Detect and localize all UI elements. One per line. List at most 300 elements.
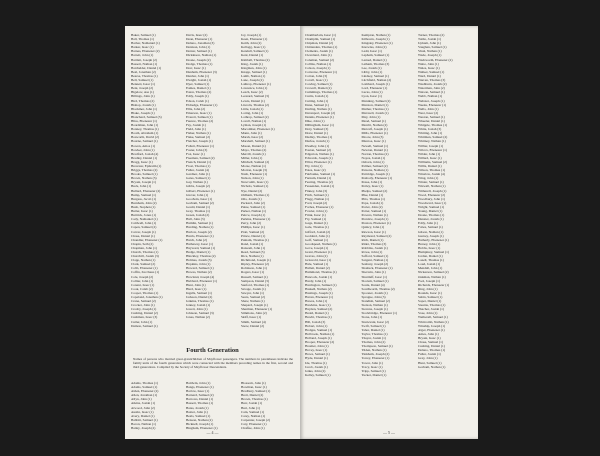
list-item: Southworth, Thomas (2) xyxy=(361,286,395,291)
list-item: Ball, Thomas (1) xyxy=(131,37,155,42)
list-item: Bigelow, Asa (1) xyxy=(131,90,154,95)
list-item: Tinkham, Joseph (2) xyxy=(361,352,390,357)
list-item: Bingham, Ebenezer (1) xyxy=(186,426,218,431)
list-item: Gifford, Josiah (2) xyxy=(305,229,331,234)
list-item: Crane, Samuel (2) xyxy=(131,299,156,304)
list-item: Ely, John (1) xyxy=(305,164,323,168)
list-item: Wilbur, Joseph (1) xyxy=(418,143,444,148)
list-item: Kendall, Samuel (1) xyxy=(241,49,269,54)
list-item: Eddy, John (1) xyxy=(418,221,438,226)
list-item: Newell, Samuel (1) xyxy=(361,143,388,148)
list-item: Alger, Ebenezer (1) xyxy=(418,327,445,332)
list-item: Partridge, Joseph (1) xyxy=(361,172,390,177)
list-item: Hopkins, John (1) xyxy=(186,262,211,267)
list-item: Harrington, Samuel (1) xyxy=(305,282,337,287)
list-item: Leach, Isaac (2) xyxy=(241,90,263,95)
list-item: Eames, Daniel (1) xyxy=(186,86,211,91)
list-item: Oldham, Thomas (1) xyxy=(241,192,270,197)
list-item: Bump, Samuel (1) xyxy=(131,192,156,197)
list-item: Waterman, John (2) xyxy=(418,86,445,91)
list-item: Fowler, John (1) xyxy=(305,209,328,214)
list-item: Bliss, Ebenezer (1) xyxy=(131,118,157,123)
list-item: Bowman, Isaac (1) xyxy=(241,385,267,390)
list-item: Crowell, Daniel (2) xyxy=(305,86,332,91)
list-item: King, Josiah (1) xyxy=(241,61,263,66)
list-item: Lane, Joseph (2) xyxy=(241,78,264,83)
list-item: Hedge, Daniel (1) xyxy=(186,249,211,254)
list-item: Sabin, Samuel (1) xyxy=(418,295,443,299)
list-item: Gage, Daniel (1) xyxy=(305,221,328,226)
list-item: Dodge, Thomas (1) xyxy=(186,61,213,66)
list-item: Chittenden, Thomas (1) xyxy=(305,45,338,50)
list-item: Jenks, John (2) xyxy=(305,368,326,373)
list-item: Boardman, John (1) xyxy=(131,123,159,128)
list-item: Richards, Ebenezer (1) xyxy=(418,282,450,287)
list-item: Dennis, Ebenezer (1) xyxy=(305,114,334,119)
list-item: Safford, Samuel (1) xyxy=(361,254,389,259)
list-item: Mills, Ebenezer (1) xyxy=(361,131,388,136)
right-page-columns xyxy=(305,33,475,377)
list-item: Cooper, Thomas (1) xyxy=(131,290,159,295)
list-item: Fobes, Samuel (1) xyxy=(418,225,443,230)
list-item: Merrill, Josiah (1) xyxy=(241,151,266,156)
list-item: Snow, Daniel (2) xyxy=(241,323,265,328)
list-item: Emerson, Isaac (1) xyxy=(186,110,212,115)
list-item: Bosworth, David (2) xyxy=(131,135,159,140)
list-item: Johnson, Samuel (3) xyxy=(186,311,214,316)
list-item: Perley, Isaac (1) xyxy=(361,184,384,189)
list-item: Young, Daniel (1) xyxy=(418,209,443,214)
list-item: Weston, Samuel (1) xyxy=(418,114,445,119)
list-item: Gurney, Joseph (1) xyxy=(418,233,444,238)
list-item: Chase, Daniel (1) xyxy=(131,233,155,238)
list-item: Bailey, Joseph (2) xyxy=(131,426,156,431)
list-item: Hammond, Thomas (1) xyxy=(305,270,337,275)
list-item: Packard, John (2) xyxy=(241,200,265,205)
list-item: Little, Josiah (1) xyxy=(241,106,264,111)
list-item: Reed, Samuel (3) xyxy=(241,249,265,254)
list-item: Gibbs, Joseph (2) xyxy=(186,184,210,189)
list-item: Nelson, John (1) xyxy=(241,176,264,181)
list-item: Sturtevant, Isaac (2) xyxy=(361,319,389,324)
list-item: Macomber, Ebenezer (1) xyxy=(241,127,275,132)
list-item: Mason, Daniel (1) xyxy=(241,143,266,148)
list-item: Nye, Daniel (2) xyxy=(241,188,263,193)
list-item: Delano, Jonathan (3) xyxy=(186,41,215,46)
list-item: Bowen, Amos (1) xyxy=(131,143,156,148)
list-item: Bennett, Isaac (1) xyxy=(131,82,156,87)
list-item: Bradford, Josiah (4) xyxy=(131,151,159,156)
list-item: Dwight, Josiah (1) xyxy=(186,78,212,83)
list-item: Richmond, Joseph (1) xyxy=(241,258,271,263)
list-item: Kent, Daniel (1) xyxy=(241,53,264,58)
list-item: Mather, Thomas (1) xyxy=(361,106,389,111)
list-item: Wright, Samuel (1) xyxy=(418,204,445,209)
list-item: Stetson, Nathan (1) xyxy=(361,303,388,308)
list-item: Marston, Daniel (1) xyxy=(361,102,389,107)
list-item: Morse, Nathan (1) xyxy=(241,164,266,168)
list-item: Drew, Daniel (1) xyxy=(305,131,328,136)
list-item: Russell, Samuel (1) xyxy=(241,274,268,279)
list-item: Cushing, Daniel (1) xyxy=(418,344,445,349)
list-item: Pike, Daniel (1) xyxy=(361,192,384,197)
list-item: Lawrence, John (1) xyxy=(241,86,268,91)
list-item: Kilbourn, Joseph (1) xyxy=(361,37,390,42)
list-item: Coleman, Samuel (2) xyxy=(305,57,334,62)
list-item: Vose, John (1) xyxy=(418,311,438,316)
list-item: Lovell, Nathan (1) xyxy=(241,118,267,123)
list-item: Upham, John (1) xyxy=(418,41,441,46)
list-item: Hayward, Samuel (1) xyxy=(186,245,216,250)
list-item: Rider, Thomas (3) xyxy=(361,241,387,246)
list-item: Dean, Ebenezer (1) xyxy=(186,37,213,42)
list-item: Kingsley, Ebenezer (1) xyxy=(361,41,393,46)
page-number: — 5 — xyxy=(383,430,395,435)
section-title: Fourth Generation xyxy=(186,347,239,354)
list-item: Dillingham, Isaac (1) xyxy=(305,123,334,128)
list-item: Willis, Daniel (1) xyxy=(418,164,442,168)
list-item: Witherell, Joseph (1) xyxy=(418,188,447,193)
list-item: Lyman, Joseph (1) xyxy=(241,123,267,128)
list-item: Vaughan, Samuel (1) xyxy=(418,45,447,50)
list-item: Wales, Isaac (1) xyxy=(418,65,440,70)
list-item: Barlow, Isaac (1) xyxy=(186,389,210,394)
list-item: Wade, Joseph (1) xyxy=(418,53,442,58)
list-item: Dunbar, John (1) xyxy=(186,73,209,78)
list-item: Atkins, Josiah (1) xyxy=(131,401,156,406)
list-item: Hinckley, Thomas (2) xyxy=(186,254,216,259)
list-item: Porter, John (2) xyxy=(361,204,383,209)
list-item: Thayer, Josiah (1) xyxy=(361,335,386,340)
list-item: Howe, Samuel (1) xyxy=(305,352,330,357)
list-item: Oakman, Nathan (1) xyxy=(418,274,446,279)
list-item: Lamb, Nathan (1) xyxy=(241,73,266,78)
list-item: Hunt, John (1) xyxy=(186,282,206,287)
list-item: Wells, John (1) xyxy=(418,106,439,111)
list-item: Howes, Nathan (2) xyxy=(186,270,212,275)
list-item: Sherwin, John (1) xyxy=(361,270,386,275)
list-item: Hall, John (3) xyxy=(186,217,205,222)
list-item: Maxwell, Josiah (1) xyxy=(361,110,389,115)
list-item: Gardner, John (1) xyxy=(186,172,210,177)
list-item: Pope, Josiah (1) xyxy=(361,200,384,205)
list-item: Cady, Nathaniel (1) xyxy=(131,217,158,222)
list-item: Kingman, John (1) xyxy=(241,65,267,70)
list-item: Fearing, Thomas (2) xyxy=(305,180,333,185)
list-item: Billings, John (1) xyxy=(131,94,155,99)
list-item: Field, John (1) xyxy=(186,127,206,132)
list-item: Hunt, Samuel (1) xyxy=(418,360,442,365)
list-item: Savage, Josiah (1) xyxy=(241,286,266,291)
list-item: Doane, Thomas (1) xyxy=(418,213,445,218)
list-item: Hallett, Daniel (2) xyxy=(305,266,330,271)
list-item: Shaw, Nathan (1) xyxy=(241,299,265,304)
list-item: Weeks, Ebenezer (1) xyxy=(418,102,447,107)
list-item: Bowker, John (1) xyxy=(131,147,155,152)
list-item: Easton, Samuel (2) xyxy=(305,147,331,152)
list-item: Mendall, John (1) xyxy=(418,266,443,271)
list-item: Coffin, Zaccheus (1) xyxy=(131,270,160,275)
list-item: Jackson, Daniel (2) xyxy=(186,295,213,299)
list-item: Simmons, John (2) xyxy=(241,311,267,316)
list-item: Hamlin, Samuel (1) xyxy=(186,221,213,226)
list-item: Phelps, Samuel (2) xyxy=(361,188,388,193)
list-item: Bragg, Isaac (1) xyxy=(131,159,153,164)
list-item: Mead, Samuel (1) xyxy=(361,118,386,123)
list-item: Batchelder, Daniel (1) xyxy=(131,65,162,70)
left-bottom-column xyxy=(186,381,241,430)
list-item: Phillips, Isaac (1) xyxy=(241,225,265,230)
list-item: Webb, Nathan (1) xyxy=(418,94,443,99)
list-item: Shurtleff, Isaac (1) xyxy=(361,274,387,279)
list-item: Wetherell, Samuel (1) xyxy=(418,315,448,320)
list-item: Fessenden, Josiah (1) xyxy=(305,184,335,189)
list-item: Bassett, Nathan (1) xyxy=(131,61,158,66)
list-item: Perkins, Ebenezer (1) xyxy=(241,217,271,222)
list-item: Kimball, Thomas (2) xyxy=(241,57,270,62)
list-item: Burnham, John (2) xyxy=(131,200,157,205)
list-item: Fuller, Josiah (4) xyxy=(186,168,209,173)
list-item: Morton, Joseph (3) xyxy=(241,168,267,173)
list-item: Covell, Isaac (1) xyxy=(305,78,328,83)
list-item: Baxter, John (1) xyxy=(186,409,208,414)
list-item: Finney, John (3) xyxy=(305,188,328,193)
list-item: Newton, Daniel (1) xyxy=(361,147,388,152)
list-item: Rice, Nathan (1) xyxy=(241,254,264,259)
list-item: Wilcox, Ebenezer (1) xyxy=(418,147,447,152)
list-item: Rich, Daniel (1) xyxy=(361,237,384,242)
list-item: Lucas, John (1) xyxy=(361,90,383,95)
list-item: Colson, Joseph (1) xyxy=(305,65,331,70)
list-item: Sanford, Thomas (1) xyxy=(241,282,270,287)
list-item: Hatherly, Ebenezer (1) xyxy=(418,237,449,242)
list-item: Soper, Daniel (1) xyxy=(418,299,442,304)
list-item: Kelley, Samuel (1) xyxy=(305,372,331,377)
list-item: Foster, John (3) xyxy=(186,147,208,152)
list-item: Gould, Daniel (1) xyxy=(186,204,211,209)
list-item: Bourne, Samuel (1) xyxy=(131,139,158,144)
list-item: Lewis, Daniel (1) xyxy=(241,98,265,103)
list-item: Barnard, Samuel (2) xyxy=(186,393,214,398)
list-item: Knowles, John (2) xyxy=(361,45,387,50)
list-item: Gorham, Samuel (2) xyxy=(186,200,214,205)
list-item: Hooper, Ebenezer (2) xyxy=(305,340,335,345)
list-item: Whipple, Thomas (1) xyxy=(418,123,448,128)
list-item: Barrett, John (1) xyxy=(131,53,154,58)
list-item: Tuttle, Josiah (1) xyxy=(418,37,441,42)
list-item: Gates, Samuel (1) xyxy=(186,176,211,181)
list-item: Ladd, Isaac (1) xyxy=(361,49,382,54)
list-item: Ripley, Ebenezer (2) xyxy=(241,262,269,267)
list-item: Potter, Samuel (1) xyxy=(361,209,387,214)
list-item: Sherman, Ebenezer (1) xyxy=(241,307,273,312)
list-item: Chaffee, John (1) xyxy=(241,426,265,431)
list-item: Avery, Daniel (1) xyxy=(131,413,155,418)
list-item: Pease, John (1) xyxy=(361,180,383,185)
list-item: Bent, Joseph (2) xyxy=(131,86,154,91)
list-item: Fairbanks, Samuel (1) xyxy=(305,172,336,177)
list-item: Carver, Joseph (1) xyxy=(131,229,156,234)
list-item: Dunham, Ebenezer (3) xyxy=(186,69,217,74)
list-item: Thacher, Josiah (1) xyxy=(418,307,444,312)
list-item: Winslow, Josiah (4) xyxy=(418,172,445,177)
list-item: Jenkins, Thomas (1) xyxy=(186,299,214,304)
list-item: Blossom, John (1) xyxy=(241,381,266,385)
list-item: Ring, John (1) xyxy=(418,286,438,291)
list-item: Austin, Isaac (1) xyxy=(131,409,154,414)
list-item: Bassett, Thomas (1) xyxy=(186,401,214,406)
list-item: Powers, Nathan (1) xyxy=(361,213,388,218)
list-item: Glover, John (1) xyxy=(186,192,209,197)
list-item: Vinal, Nathan (1) xyxy=(418,49,442,54)
list-item: Dana, Samuel (1) xyxy=(305,102,329,107)
list-item: Graves, John (2) xyxy=(305,254,328,259)
list-item: Churchill, Josiah (3) xyxy=(131,254,159,259)
list-item: Jewett, John (1) xyxy=(186,307,208,312)
list-item: Benson, Nathan (2) xyxy=(186,417,213,422)
list-item: Warren, Thomas (3) xyxy=(418,78,446,83)
list-item: Cummings, Thomas (1) xyxy=(305,90,338,95)
list-item: Carey, Nathan (1) xyxy=(241,413,266,418)
list-item: Stevens, Joseph (1) xyxy=(361,307,388,312)
list-item: Dwelley, John (1) xyxy=(305,143,330,148)
list-item: Curtis, Josiah (1) xyxy=(305,94,329,99)
list-item: Brown, Thomas (1) xyxy=(241,397,268,402)
list-item: Slocum, Samuel (1) xyxy=(361,278,389,283)
list-item: Marsh, Isaac (2) xyxy=(241,135,264,140)
list-item: Hawes, John (1) xyxy=(305,299,328,304)
list-item: Skiff, Isaac (1) xyxy=(241,315,262,320)
list-item: Sprague, John (3) xyxy=(361,295,386,299)
list-item: Hodges, Samuel (1) xyxy=(305,327,333,332)
list-item: Wadsworth, Ebenezer (2) xyxy=(418,57,453,62)
list-item: Fiske, Samuel (2) xyxy=(186,135,211,140)
list-item: Kellogg, Isaac (1) xyxy=(241,45,266,50)
list-item: Allen, Jonathan (1) xyxy=(131,393,158,398)
list-item: Darling, Nathan (1) xyxy=(305,106,332,111)
list-item: Prince, Daniel (1) xyxy=(241,233,266,238)
list-item: Moore, John (3) xyxy=(361,135,384,140)
list-item: Shattuck, Ebenezer (1) xyxy=(361,266,393,271)
list-item: Winter, Samuel (1) xyxy=(418,180,444,185)
list-item: Dunster, Josiah (1) xyxy=(418,217,444,222)
list-item: Edson, Caleb (1) xyxy=(186,98,209,103)
list-item: Hayden, Samuel (2) xyxy=(305,307,333,312)
list-item: Wiswall, Nathan (1) xyxy=(418,184,446,189)
left-top-column xyxy=(241,33,296,328)
list-item: Cowing, Samuel (1) xyxy=(305,82,333,87)
list-item: Atwood, John (2) xyxy=(131,405,155,410)
list-item: Barrows, Daniel (1) xyxy=(186,397,214,402)
list-item: Sampson, Daniel (3) xyxy=(241,278,269,283)
list-item: Ellis, John (2) xyxy=(186,106,206,111)
list-item: Faunce, Thomas (2) xyxy=(186,118,214,123)
list-item: Bicknell, Joseph (1) xyxy=(186,421,214,426)
list-item: Buttrick, Jonas (1) xyxy=(131,213,157,218)
list-item: Harding, Nathan (1) xyxy=(186,225,214,230)
list-item: Bush, Stephen (1) xyxy=(131,204,156,209)
list-item: Hancock, Josiah (1) xyxy=(305,274,333,279)
list-item: Gorham, Nathan (1) xyxy=(418,364,446,369)
list-item: Cary, Ebenezer (1) xyxy=(241,421,267,426)
list-item: Latham, Thomas (3) xyxy=(361,61,390,66)
list-item: Baker, Samuel (1) xyxy=(131,33,156,37)
list-item: May, John (1) xyxy=(361,114,381,119)
list-item: Goodwin, Isaac (1) xyxy=(186,196,213,201)
list-item: Soule, Daniel (4) xyxy=(361,282,385,287)
list-item: Farnum, Daniel (1) xyxy=(305,176,332,181)
list-item: Wing, John (1) xyxy=(418,176,439,181)
list-item: Church, Thomas (1) xyxy=(131,249,159,254)
list-item: Lazell, Thomas (1) xyxy=(418,258,444,263)
list-item: Jordan, Daniel (1) xyxy=(418,254,443,259)
list-item: Chandler, Ebenezer (1) xyxy=(131,237,163,242)
list-item: Gay, Nathan (1) xyxy=(186,180,208,185)
list-item: Litchfield, Nathan (2) xyxy=(361,78,392,83)
list-item: Chapin, Seth (2) xyxy=(131,241,154,246)
list-item: Cushman, Isaac (3) xyxy=(131,315,158,320)
list-item: Burgess, Jacob (1) xyxy=(131,196,157,201)
list-item: Alden, Ebenezer (2) xyxy=(131,389,159,394)
list-item: Mann, John (1) xyxy=(241,131,262,136)
list-item: Taber, Daniel (1) xyxy=(361,327,385,332)
list-item: Humphrey, Samuel (1) xyxy=(418,249,449,254)
list-item: Kempton, Nathan (1) xyxy=(361,33,391,37)
list-item: Dike, John (1) xyxy=(305,118,325,123)
right-column xyxy=(362,33,419,377)
list-item: Ransom, John (1) xyxy=(241,245,266,250)
list-item: Goodspeed, Nathan (1) xyxy=(305,241,337,246)
list-item: Woodward, Isaac (1) xyxy=(418,200,447,205)
list-item: Turner, Thomas (2) xyxy=(418,33,445,37)
list-item: Bates, Josiah (1) xyxy=(186,405,209,410)
list-item: Doty, Samuel (3) xyxy=(305,127,329,132)
list-item: Green, Josiah (2) xyxy=(186,213,210,218)
list-item: Tripp, Samuel (1) xyxy=(361,368,386,373)
list-item: Merritt, Nathan (2) xyxy=(361,123,388,128)
list-item: Fry, Samuel (1) xyxy=(305,217,327,222)
right-column xyxy=(418,33,475,377)
list-item: Gale, Thomas (1) xyxy=(305,225,329,230)
list-item: Bradbury, Samuel (1) xyxy=(241,389,271,394)
list-item: Keith, John (2) xyxy=(241,41,262,46)
list-item: Nichols, Samuel (1) xyxy=(241,184,269,189)
list-item: Forbes, Ebenezer (1) xyxy=(305,204,334,209)
list-item: Ford, Joseph (2) xyxy=(305,200,328,205)
list-item: Chapman, John (1) xyxy=(131,245,157,250)
list-item: Cook, Caleb (2) xyxy=(131,286,153,291)
list-item: Wilder, John (1) xyxy=(418,151,441,156)
list-item: Parsons, Nathan (1) xyxy=(361,168,389,173)
list-item: Bird, Thomas (2) xyxy=(131,98,155,103)
list-item: Grant, Ebenezer (1) xyxy=(305,249,332,254)
list-item: Burr, Josiah (1) xyxy=(241,401,263,406)
list-item: Ingalls, Samuel (1) xyxy=(186,290,212,295)
list-item: Washburn, Josiah (2) xyxy=(418,82,447,87)
list-item: Brett, Daniel (2) xyxy=(241,393,264,398)
list-item: Quincy, John (1) xyxy=(361,225,385,230)
list-item: Rawson, Isaac (1) xyxy=(361,229,386,234)
list-item: Blake, Joseph (1) xyxy=(131,110,155,115)
left-page-bottom-columns xyxy=(131,381,296,430)
list-item: Hovey, Isaac (1) xyxy=(305,348,328,353)
list-item: Edwards, Joseph (1) xyxy=(305,155,333,160)
list-item: Cain, Samuel (1) xyxy=(241,409,265,414)
list-item: Copeland, Jonathan (1) xyxy=(131,295,163,299)
list-item: Raymond, Samuel (2) xyxy=(361,233,392,238)
list-item: Tilden, Nathan (1) xyxy=(361,348,387,353)
list-item: Wilson, Thomas (1) xyxy=(418,168,446,173)
